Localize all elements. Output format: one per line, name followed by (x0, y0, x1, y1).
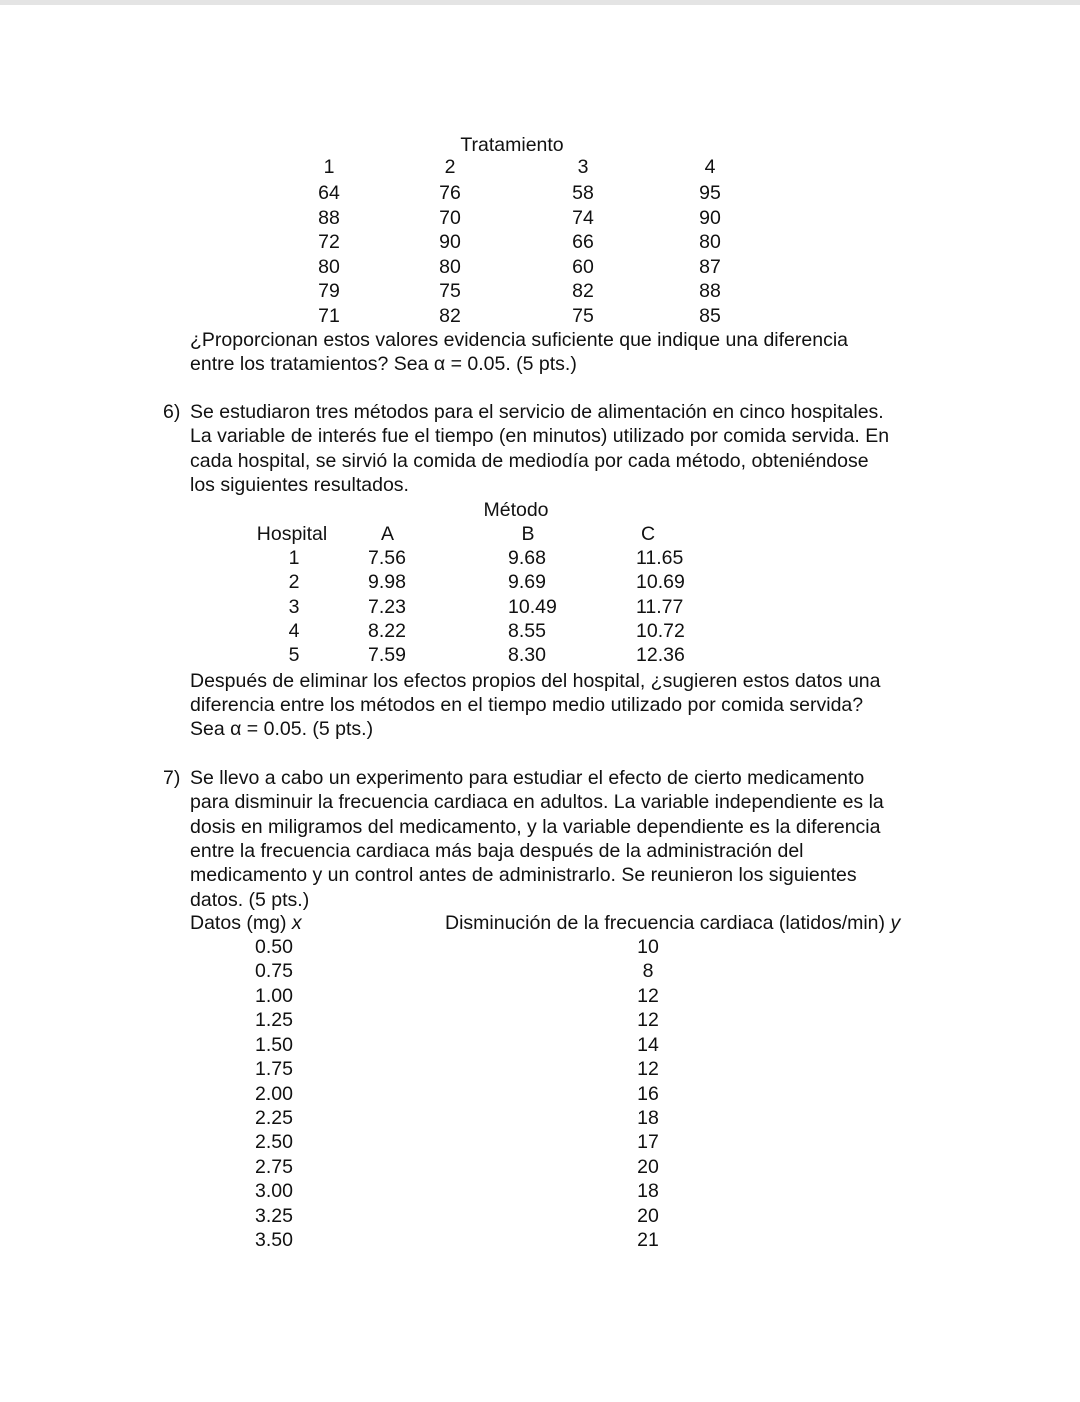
y-column-header (445, 912, 900, 934)
text-line: Se estudiaron tres métodos para el servicio de alimentación en cinco hospitales. (190, 401, 884, 423)
table-title-tratamiento: Tratamiento (460, 134, 564, 156)
table-cell: 80 (318, 255, 340, 278)
table-cell: 80 (699, 231, 721, 253)
x-column-header (190, 912, 302, 934)
decrease-cell: 10 (637, 936, 659, 958)
decrease-cell: 12 (637, 1058, 659, 1081)
table-cell: 9.98 (368, 571, 406, 594)
table-cell: 12.36 (636, 644, 685, 667)
table-cell: 76 (439, 182, 461, 204)
table-cell: 88 (699, 280, 721, 302)
table-cell: 60 (572, 255, 594, 278)
table-cell: 72 (318, 231, 340, 253)
text-line: cada hospital, se sirvió la comida de mediodía por cada método, obteniéndose (190, 449, 869, 472)
column-header: A (381, 523, 395, 545)
dose-cell: 3.50 (255, 1229, 293, 1252)
table-cell: 10.69 (636, 571, 685, 594)
decrease-cell: 8 (642, 960, 654, 983)
dose-cell: 0.75 (255, 960, 293, 983)
table-cell: 7.59 (368, 644, 406, 667)
table-cell: 7.23 (368, 595, 406, 618)
text-line: dosis en miligramos del medicamento, y la variable dependiente es la diferencia (190, 815, 881, 838)
top-bar (0, 0, 1080, 5)
decrease-cell: 18 (637, 1107, 659, 1129)
table-cell: 87 (699, 255, 721, 278)
table-cell: 8.30 (508, 644, 546, 667)
text-line: ¿Proporcionan estos valores evidencia suficiente que indique una diferencia (190, 329, 848, 351)
table-cell: 3 (288, 595, 300, 618)
y-var: y (890, 912, 901, 934)
table-cell: 8.22 (368, 619, 406, 642)
table-cell: 7.56 (368, 547, 406, 569)
column-header: 3 (577, 156, 589, 178)
decrease-cell: 16 (637, 1082, 659, 1105)
table-cell: 90 (439, 231, 461, 253)
dose-cell: 2.25 (255, 1107, 293, 1129)
text-line: medicamento y un control antes de administrarlo. Se reunieron los siguientes (190, 864, 857, 887)
table-cell: 75 (572, 304, 594, 327)
decrease-cell: 14 (637, 1033, 659, 1056)
table-cell: 58 (572, 182, 594, 204)
dose-cell: 0.50 (255, 936, 293, 958)
text-line: entre los tratamientos? Sea α = 0.05. (5 pts.) (190, 353, 577, 376)
table-cell: 79 (318, 280, 340, 302)
table-cell: 2 (288, 571, 300, 594)
dose-cell: 2.00 (255, 1082, 293, 1105)
decrease-cell: 20 (637, 1204, 659, 1227)
table-cell: 90 (699, 206, 721, 229)
column-header: 2 (444, 156, 456, 178)
table-cell: 4 (288, 619, 300, 642)
decrease-cell: 20 (637, 1155, 659, 1178)
table-cell: 85 (699, 304, 721, 327)
problem6-number: 6) (163, 401, 181, 423)
text-line: para disminuir la frecuencia cardiaca en adultos. La variable independiente es la (190, 791, 884, 814)
dose-cell: 1.00 (255, 984, 293, 1007)
dose-cell: 1.75 (255, 1058, 293, 1081)
problem7-number: 7) (163, 767, 181, 789)
dose-cell: 2.50 (255, 1131, 293, 1154)
table-cell: 1 (288, 547, 300, 569)
text-line: Sea α = 0.05. (5 pts.) (190, 718, 374, 741)
table-title-metodo: Método (483, 499, 549, 521)
table-cell: 70 (439, 206, 461, 229)
text-line: La variable de interés fue el tiempo (en minutos) utilizado por comida servida. En (190, 425, 890, 448)
table-cell: 64 (318, 182, 340, 204)
dose-cell: 1.50 (255, 1033, 293, 1056)
text-line: entre la frecuencia cardiaca más baja después de la administración del (190, 839, 804, 862)
table-cell: 88 (318, 206, 340, 229)
dose-cell: 3.00 (255, 1180, 293, 1203)
decrease-cell: 12 (637, 1009, 659, 1032)
decrease-cell: 17 (637, 1131, 659, 1154)
table-cell: 10.72 (636, 619, 685, 642)
table-cell: 8.55 (508, 619, 546, 642)
table-cell: 5 (288, 644, 300, 667)
table-cell: 75 (439, 280, 461, 302)
table-cell: 82 (439, 304, 461, 327)
text-line: Se llevo a cabo un experimento para estudiar el efecto de cierto medicamento (190, 767, 865, 789)
table-cell: 74 (572, 206, 594, 229)
column-header: B (521, 523, 535, 545)
text-line: diferencia entre los métodos en el tiempo medio utilizado por comida servida? (190, 694, 864, 717)
table-cell: 80 (439, 255, 461, 278)
column-header: 1 (323, 156, 335, 178)
table-cell: 9.68 (508, 547, 546, 569)
decrease-cell: 21 (637, 1229, 659, 1252)
table-cell: 11.77 (636, 595, 684, 618)
column-header: 4 (704, 156, 716, 178)
table-cell: 9.69 (508, 571, 546, 594)
x-header-label: Datos (mg) (190, 912, 287, 934)
table-cell: 11.65 (636, 547, 684, 569)
table-cell: 71 (318, 304, 340, 327)
decrease-cell: 12 (637, 984, 659, 1007)
table-cell: 95 (699, 182, 721, 204)
x-var: x (291, 912, 302, 934)
text-line: los siguientes resultados. (190, 474, 409, 497)
decrease-cell: 18 (637, 1180, 659, 1203)
text-line: datos. (5 pts.) (190, 888, 310, 911)
column-header: C (640, 523, 656, 545)
text-line: Después de eliminar los efectos propios del hospital, ¿sugieren estos datos una (190, 670, 881, 692)
dose-cell: 1.25 (255, 1009, 293, 1032)
dose-cell: 2.75 (255, 1155, 293, 1178)
y-header-label: Disminución de la frecuencia cardiaca (latidos/min) (445, 912, 886, 934)
column-header: Hospital (256, 523, 328, 545)
table-cell: 82 (572, 280, 594, 302)
table-cell: 66 (572, 231, 594, 253)
dose-cell: 3.25 (255, 1204, 293, 1227)
table-cell: 10.49 (508, 595, 557, 618)
